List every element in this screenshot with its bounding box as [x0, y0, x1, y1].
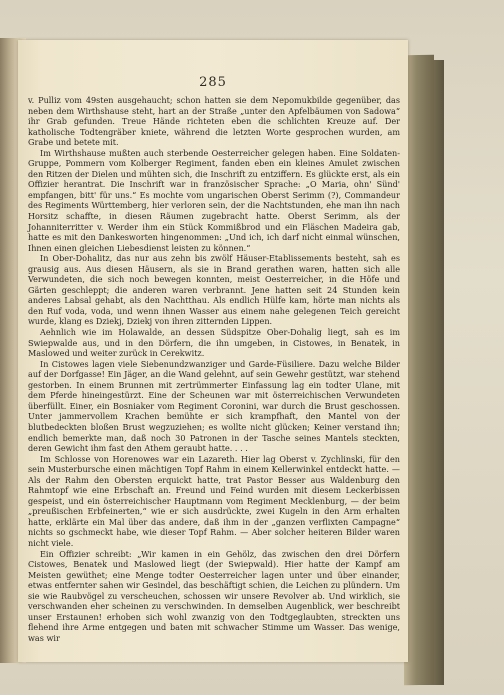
- paragraph: v. Pulliz vom 49sten ausgehaucht; schon hatten sie dem Nepomukbilde gegenüber, das neben dem Wirthshause steht, hart an der Straße „unter den Apfelbäumen von Sadowa“ ihr Grab gefunden. Treue Hände richteten eben die schlichten Kreuze auf. Der katholische Todtengräber kniete, während die letzten Worte gesprochen wurden, am Grabe und betete mit.: [28, 95, 400, 148]
- paragraph: Im Wirthshause mußten auch sterbende Oesterreicher gelegen haben. Eine Soldaten-Gruppe, Pommern vom Kolberger Regiment, fanden eben ein kleines Amulet zwischen den Ritzen der Dielen und mühten sich, die Inschrift zu entziffern. Es glückte erst, als ein Offizier herantrat. Die Inschrift war in französischer Sprache: „O Maria, ohn' Sünd' empfangen, bitt' für uns.“ Es mochte vom ungarischen Oberst Serimm (?), Commandeur des Regiments Württemberg, hier verloren sein, der die Nachtstunden, ehe man ihn nach Horsitz schaffte, in diesen Räumen zugebracht hatte. Oberst Serimm, als der Johanniterritter v. Werder ihm ein Stück Kommißbrod und ein Fläschen Madeira gab, hatte es mit den Dankesworten hingenommen: „Und ich, ich darf nicht einmal wünschen, Ihnen einen gleichen Liebesdienst leisten zu können.“: [28, 147, 400, 253]
- paragraph: In Cistowes lagen viele Siebenundzwanziger und Garde-Füsiliere. Dazu welche Bilder auf der Dorfgasse! Ein Jäger, an die Wand gelehnt, auf sein Gewehr gestützt, war stehend gestorben. In einem Brunnen mit zertrümmerter Einfassung lag ein todter Ulane, mit dem Pferde hineingestürzt. Eine der Scheunen war mit österreichischen Verwundeten überfüllt. Einer, ein Bosniaker vom Regiment Coronini, war durch die Brust geschossen. Unter jammervollem Krachen bemühte er sich krampfhaft, den Mantel von der blutbedeckten bloßen Brust wegzuziehen; es wollte nicht glücken; Keiner verstand ihn; endlich bemerkte man, daß noch 30 Patronen in der Tasche seines Mantels steckten, deren Gewicht ihm fast den Athem geraubt hatte. . . .: [28, 358, 400, 454]
- page-number: 285: [199, 75, 227, 90]
- paragraph: Ein Offizier schreibt: „Wir kamen in ein Gehölz, das zwischen den drei Dörfern Cistowes, Benatek und Maslowed liegt (der Swiepwald). Hier hatte der Kampf am Meisten gewüthet; eine Menge todter Oesterreicher lagen unter und über einander, etwas entfernter sahen wir Gesindel, das beschäftigt schien, die Leichen zu plündern. Um sie wie Raubvögel zu verscheuchen, schossen wir unsere Revolver ab. Und wirklich, sie verschwanden eher scheinen zu verschwinden. In demselben Augenblick, wer beschreibt unser Erstaunen! erhoben sich wohl zwanzig von den Todtgeglaubten, streckten uns flehend ihre Arme entgegen und baten mit schwacher Stimme um Wasser. Das wenige, was wir: [28, 548, 400, 643]
- paragraph: In Ober-Dohalitz, das nur aus zehn bis zwölf Häuser-Etablissements besteht, sah es grausig aus. Aus diesen Häusern, als sie in Brand gerathen waren, hatten sich alle Verwundeten, die sich noch bewegen konnten, meist Oesterreicher, in die Höfe und Gärten geschleppt; die anderen waren verbrannt. Jene hatten seit 24 Stunden kein anderes Labsal gehabt, als den Nachtthau. Als endlich Hülfe kam, hörte man nichts als den Ruf voda, voda, und wenn ihnen Wasser aus einem nahe gelegenen Teich gereicht wurde, klang es Dziekj, Dziekj von ihren zitternden Lippen.: [28, 253, 400, 327]
- page-body-text: [28, 95, 400, 643]
- book-cover-edge: [404, 55, 434, 686]
- paragraph: Im Schlosse von Horenowes war ein Lazareth. Hier lag Oberst v. Zychlinski, für den sein Musterbursche einen mächtigen Topf Rahm in einem Kellerwinkel entdeckt hatte. — Als der Rahm den Obersten erquickt hatte, trat Pastor Besser aus Waldenburg den Rahmtopf wie eine Erbschaft an. Freund und Feind wurden mit diesem Leckerbissen gespeist, und ein österreichischer Hauptmann vom Regiment Mecklenburg, — der beim „preußischen Erbfeinerten,“ wie er sich ausdrückte, zwei Kugeln in den Arm erhalten hatte, erklärte ein Mal über das andere, daß ihm in der „ganzen verflixten Campagne“ nichts so gschmeckt habe, wie dieser Topf Rahm. — Aber solcher heiteren Bilder waren nicht viele.: [28, 453, 400, 548]
- paragraph: Aehnlich wie im Holawalde, an dessen Südspitze Ober-Dohalig liegt, sah es im Swiepwalde aus, und in den Dörfern, die ihn umgeben, in Cistowes, in Benatek, in Maslowed und weiter zurück in Cerekwitz.: [28, 327, 400, 359]
